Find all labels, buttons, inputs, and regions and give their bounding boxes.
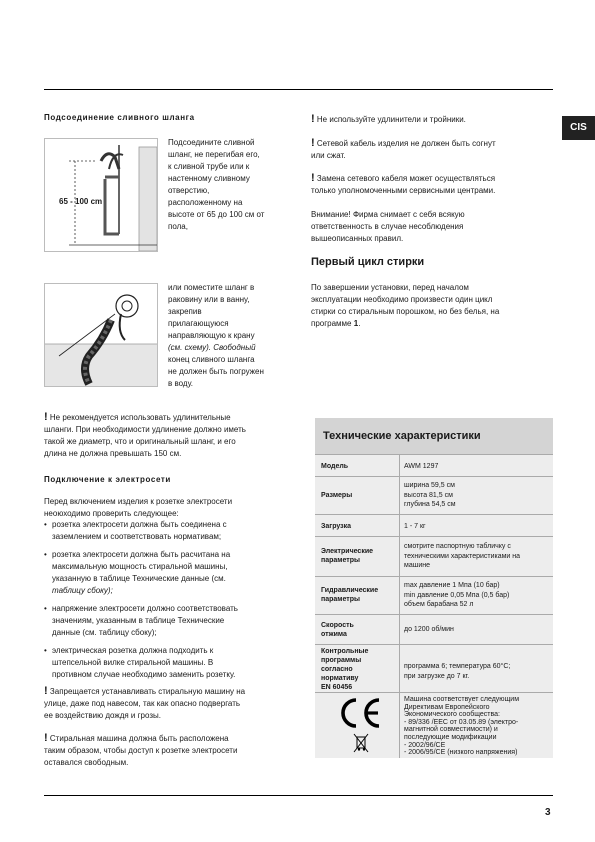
drain-hose-title: Подсоединение сливного шланга xyxy=(44,113,195,122)
spec-row-hydraulic: Гидравлические параметры max давление 1 Mпa (10 бар) min давление 0,05 Mпa (0,5 бар) объем барабана 52 л xyxy=(315,576,553,615)
spec-row-directives: Машина соответствует следующим Директивам Европейского Экономического сообщества: - 89/336 /EEC от 03.05.89 (электро- магнитной совместимости) и последующие модификации - 2002/96/CE - 2006/95/CE (низкого напряжения) xyxy=(315,692,553,759)
no-extension-warning: ! Не используйте удлинители и тройники. xyxy=(311,113,466,125)
exclamation-icon: ! xyxy=(44,732,48,744)
spec-row-electrical: Электрические параметры смотрите паспортную табличку с техническими характеристиками на машине xyxy=(315,536,553,577)
bullet-voltage: • напряжение электросети должно соответствовать значениям, указанным в таблице Технические данные (см. таблицу сбоку); xyxy=(44,604,238,637)
exclamation-icon: ! xyxy=(311,113,315,125)
cable-bend-warning: ! Сетевой кабель изделия не должен быть согнут или сжат. xyxy=(311,137,496,160)
page-number: 3 xyxy=(545,807,551,818)
outdoor-warning: ! Запрещается устанавливать стиральную машину на улице, даже под навесом, так как опасно подвергать ее воздействию дождя и грозы. xyxy=(44,685,246,720)
ce-mark-icon xyxy=(337,697,383,729)
sink-hose-illustration xyxy=(45,284,157,386)
region-badge: CIS xyxy=(562,116,595,140)
drain-text-2: или поместите шланг в раковину или в ванну, закрепив прилагающуюся направляющую к крану (см. схему). Свободный конец сливного шланга не должен быть погружен в воду. xyxy=(168,283,264,388)
sink-hose-diagram xyxy=(44,283,158,387)
exclamation-icon: ! xyxy=(311,137,315,149)
bullet-grounding: • розетка электросети должна быть соединена с заземлением и соответствовать нормативам; xyxy=(44,520,227,541)
drain-pipe-illustration xyxy=(45,139,157,251)
spec-row-dimensions: Размеры ширина 59,5 см высота 81,5 см глубина 54,5 см xyxy=(315,476,553,515)
spec-row-spin: Скорость отжима до 1200 об/мин xyxy=(315,614,553,645)
exclamation-icon: ! xyxy=(44,685,48,697)
electrical-title: Подключение к электросети xyxy=(44,475,171,484)
drain-text-1: Подсоедините сливной шланг, не перегибая его, к сливной трубе или к настенному сливному отверстию, расположенному на высоте от 65 до 100 см от пола, xyxy=(168,138,265,231)
drain-pipe-diagram xyxy=(44,138,158,252)
spec-table xyxy=(315,418,553,758)
spec-table-title: Технические характеристики xyxy=(315,418,553,454)
spec-row-test-programs: Контрольные программы согласно нормативу EN 60456 программа 6; температура 60°C; при загрузке до 7 кг. xyxy=(315,644,553,693)
first-cycle-text: По завершении установки, перед началом эксплуатации необходимо произвести один цикл стирки со стиральным порошком, но без белья, на программе 1. xyxy=(311,283,500,328)
extension-hose-note: ! Не рекомендуется использовать удлинительные шланги. При необходимости удлинение должно иметь такой же диаметр, что и оригинальный шланг, и его длина не должна превышать 150 см. xyxy=(44,411,246,458)
electrical-intro: Перед включением изделия к розетке электросети неоюходимо проверить следующее: xyxy=(44,497,233,518)
exclamation-icon: ! xyxy=(311,172,315,184)
first-cycle-title: Первый цикл стирки xyxy=(311,256,425,268)
cable-replacement-warning: ! Замена сетевого кабеля может осуществляться только уполномоченными сервисными центрами. xyxy=(311,172,496,195)
exclamation-icon: ! xyxy=(44,411,48,423)
bullet-power: • розетка электросети должна быть расчитана на максимальную мощность стиральной машины, указанную в таблице Технические данные (см. таблицу сбоку); xyxy=(44,550,231,595)
ce-mark xyxy=(337,697,383,734)
height-label: 65 - 100 cm xyxy=(59,197,103,206)
socket-access-warning: ! Стиральная машина должна быть расположена таким образом, чтобы доступ к розетке электросети оставался свободным. xyxy=(44,732,238,767)
attention-text: Внимание! Фирма снимает с себя всякую ответственность в случае несоблюдения вышеописанных правил. xyxy=(311,210,465,243)
weee-bin-icon xyxy=(353,733,369,758)
bullet-socket: • электрическая розетка должна подходить к штепсельной вилке стиральной машины. В противном случае необходимо заменить розетку. xyxy=(44,646,236,679)
bottom-rule xyxy=(44,795,553,796)
spec-row-load: Загрузка 1 - 7 кг xyxy=(315,514,553,537)
top-rule xyxy=(44,89,553,90)
spec-row-model: Модель AWM 1297 xyxy=(315,454,553,477)
